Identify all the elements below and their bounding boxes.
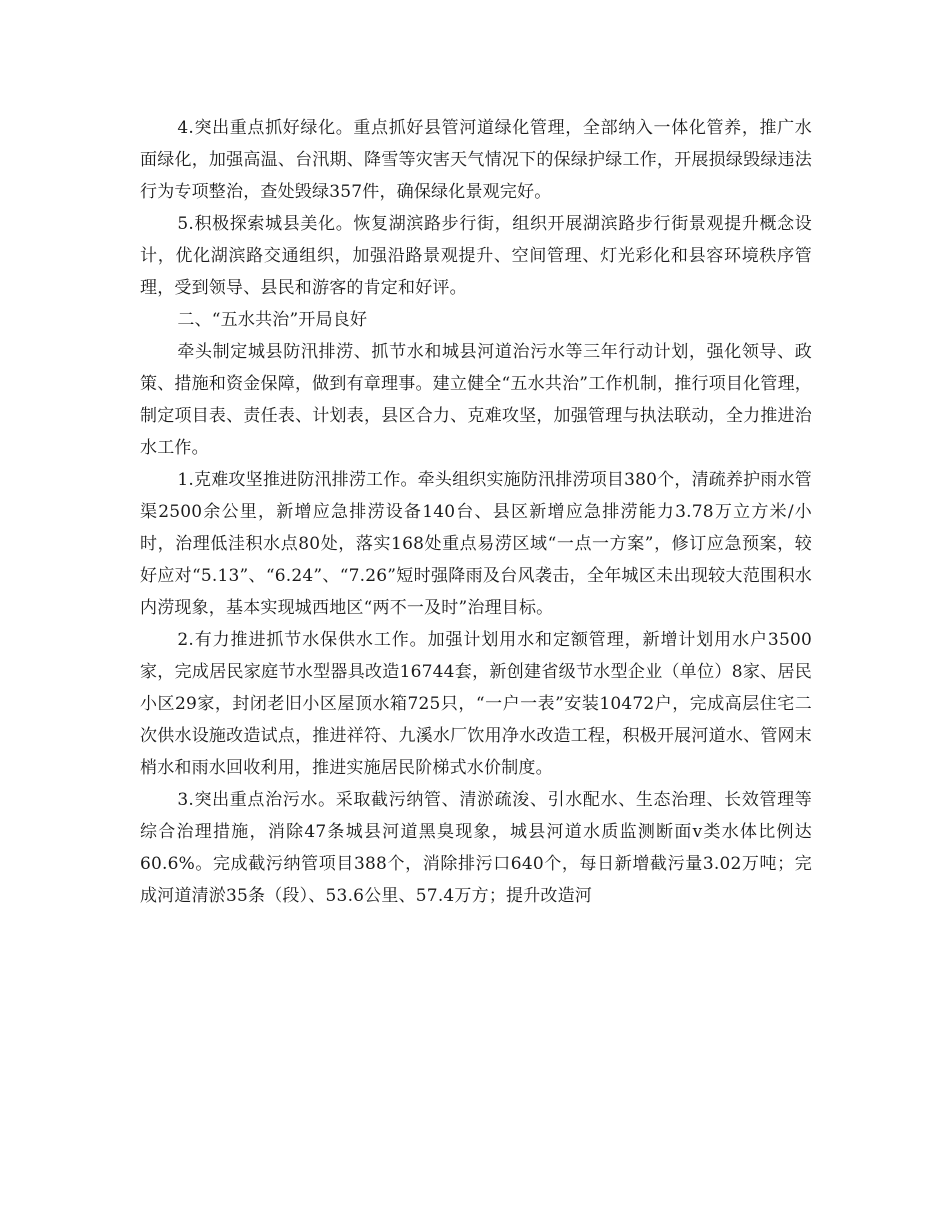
paragraph-greening: 4.突出重点抓好绿化。重点抓好县管河道绿化管理，全部纳入一体化管养，推广水面绿化，加强高温、台汛期、降雪等灾害天气情况下的保绿护绿工作，开展损绿毁绿违法行为专项整治，查处毁绿357件，确保绿化景观完好。 — [140, 118, 812, 202]
paragraph-sewage-treatment: 3.突出重点治污水。采取截污纳管、清淤疏浚、引水配水、生态治理、长效管理等综合治理措施，消除47条城县河道黑臭现象，城县河道水质监测断面ⅴ类水体比例达60.6%。完成截污纳管项目388个，消除排污口640个，每日新增截污量3.02万吨；完成河道清淤35条（段）、53.6公里、57.4万方；提升改造河 — [140, 790, 812, 906]
section-heading-five-water: 二、“五水共治”开局良好 — [177, 310, 368, 330]
document-body — [140, 112, 812, 912]
paragraph-flood-control: 1.克难攻坚推进防汛排涝工作。牵头组织实施防汛排涝项目380个，清疏养护雨水管渠2500余公里，新增应急排涝设备140台、县区新增应急排涝能力3.78万立方米/小时，治理低洼积水点80处，落实168处重点易涝区域“一点一方案”，修订应急预案，较好应对“5.13”、“6.24”、“7.26”短时强降雨及台风袭击，全年城区未出现较大范围积水内涝现象，基本实现城西地区“两不一及时”治理目标。 — [140, 470, 812, 618]
paragraph-water-saving: 2.有力推进抓节水保供水工作。加强计划用水和定额管理，新增计划用水户3500家，完成居民家庭节水型器具改造16744套，新创建省级节水型企业（单位）8家、居民小区29家，封闭老旧小区屋顶水箱725只，“一户一表”安装10472户，完成高层住宅二次供水设施改造试点，推进祥符、九溪水厂饮用净水改造工程，积极开展河道水、管网末梢水和雨水回收利用，推进实施居民阶梯式水价制度。 — [140, 630, 812, 778]
paragraph-five-water-intro: 牵头制定城县防汛排涝、抓节水和城县河道治污水等三年行动计划，强化领导、政策、措施和资金保障，做到有章理事。建立健全“五水共治”工作机制，推行项目化管理，制定项目表、责任表、计划表，县区合力、克难攻坚，加强管理与执法联动，全力推进治水工作。 — [140, 342, 812, 458]
paragraph-beautification: 5.积极探索城县美化。恢复湖滨路步行街，组织开展湖滨路步行街景观提升概念设计，优化湖滨路交通组织，加强沿路景观提升、空间管理、灯光彩化和县容环境秩序管理，受到领导、县民和游客的肯定和好评。 — [140, 214, 812, 298]
